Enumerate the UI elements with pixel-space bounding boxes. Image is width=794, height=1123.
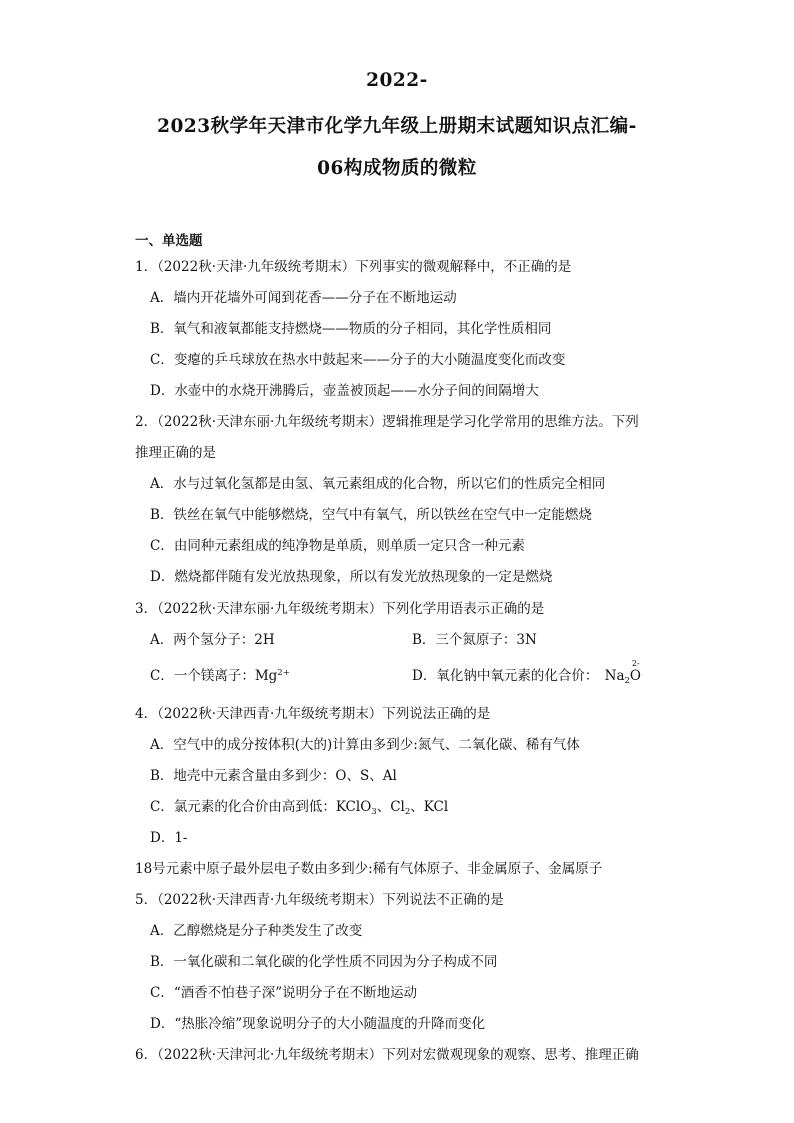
q4-option-c-post: 、KCl [410, 799, 449, 815]
q5-stem: 5．（2022秋·天津西青·九年级统考期末）下列说法不正确的是 [135, 892, 504, 908]
q1-option-b: B．氧气和液氧都能支持燃烧——物质的分子相同，其化学性质相同 [150, 321, 552, 337]
q5-option-b: B．一氧化碳和二氧化碳的化学性质不同因为分子构成不同 [150, 954, 498, 970]
q3-option-d-na: Na [604, 668, 625, 684]
q2-option-b: B．铁丝在氧气中能够燃烧，空气中有氧气，所以铁丝在空气中一定能燃烧 [150, 507, 592, 523]
q2-stem-cont: 推理正确的是 [135, 445, 216, 461]
q2-option-c: C．由同种元素组成的纯净物是单质，则单质一定只含一种元素 [150, 538, 525, 554]
q4-option-a: A．空气中的成分按体积(大的)计算由多到少:氮气、二氧化碳、稀有气体 [150, 737, 580, 753]
q4-option-b: B．地壳中元素含量由多到少：O、S、Al [150, 768, 397, 784]
q6-stem: 6．（2022秋·天津河北·九年级统考期末）下列对宏微观现象的观察、思考、推理正确 [135, 1047, 639, 1063]
title-line-1: 2022- [366, 70, 428, 91]
q3-option-d-sub: 2 [624, 676, 630, 686]
q4-option-c-mid: 、Cl [376, 799, 405, 815]
q5-option-d: D．“热胀冷缩”现象说明分子的大小随温度的升降而变化 [150, 1016, 486, 1032]
q5-option-c: C．“酒香不怕巷子深”说明分子在不断地运动 [150, 985, 418, 1001]
q3-option-b: B．三个氮原子：3N [412, 632, 537, 648]
q4-option-c-sub1: 3 [371, 807, 377, 817]
q1-option-c: C．变瘪的乒乓球放在热水中鼓起来——分子的大小随温度变化而改变 [150, 352, 566, 368]
q3-option-c [150, 664, 290, 684]
q4-option-d: D．1- [150, 830, 188, 846]
title-line-2: 2023秋学年天津市化学九年级上册期末试题知识点汇编- [157, 116, 637, 137]
q4-option-c [150, 795, 448, 817]
q1-stem: 1．（2022秋·天津·九年级统考期末）下列事实的微观解释中，不正确的是 [135, 259, 572, 275]
q4-stem: 4．（2022秋·天津西青·九年级统考期末）下列说法正确的是 [135, 706, 491, 722]
q1-option-d: D．水壶中的水烧开沸腾后，壶盖被顶起——水分子间的间隔增大 [150, 383, 539, 399]
q3-option-d-formula [604, 659, 641, 686]
q3-option-d [412, 659, 641, 686]
q1-option-a: A．墙内开花墙外可闻到花香——分子在不断地运动 [150, 290, 457, 306]
q2-option-a: A．水与过氧化氢都是由氢、氧元素组成的化合物，所以它们的性质完全相同 [150, 476, 606, 492]
q3-option-d-valence: 2- [631, 659, 640, 668]
section-heading: 一、单选题 [135, 233, 203, 249]
q3-option-d-text: D．氧化钠中氧元素的化合价： [412, 668, 599, 684]
q3-option-d-oxygen [629, 659, 641, 684]
q3-option-c-charge: 2+ [277, 668, 290, 678]
q3-option-c-text: C．一个镁离子：Mg [150, 668, 278, 684]
q4-option-d-cont: 18号元素中原子最外层电子数由多到少:稀有气体原子、非金属原子、金属原子 [135, 861, 603, 877]
q5-option-a: A．乙醇燃烧是分子种类发生了改变 [150, 923, 363, 939]
q4-option-c-pre: C．氯元素的化合价由高到低：KClO [150, 799, 372, 815]
q4-option-c-sub2: 2 [404, 807, 411, 817]
q3-stem: 3．（2022秋·天津东丽·九年级统考期末）下列化学用语表示正确的是 [135, 601, 545, 617]
title-line-3: 06构成物质的微粒 [317, 158, 477, 179]
q2-option-d: D．燃烧都伴随有发光放热现象，所以有发光放热现象的一定是燃烧 [150, 569, 553, 585]
q3-option-a: A．两个氢分子：2H [150, 632, 275, 648]
q2-stem: 2．（2022秋·天津东丽·九年级统考期末）逻辑推理是学习化学常用的思维方法。下列 [135, 414, 639, 430]
q3-option-d-o: O [629, 668, 641, 684]
